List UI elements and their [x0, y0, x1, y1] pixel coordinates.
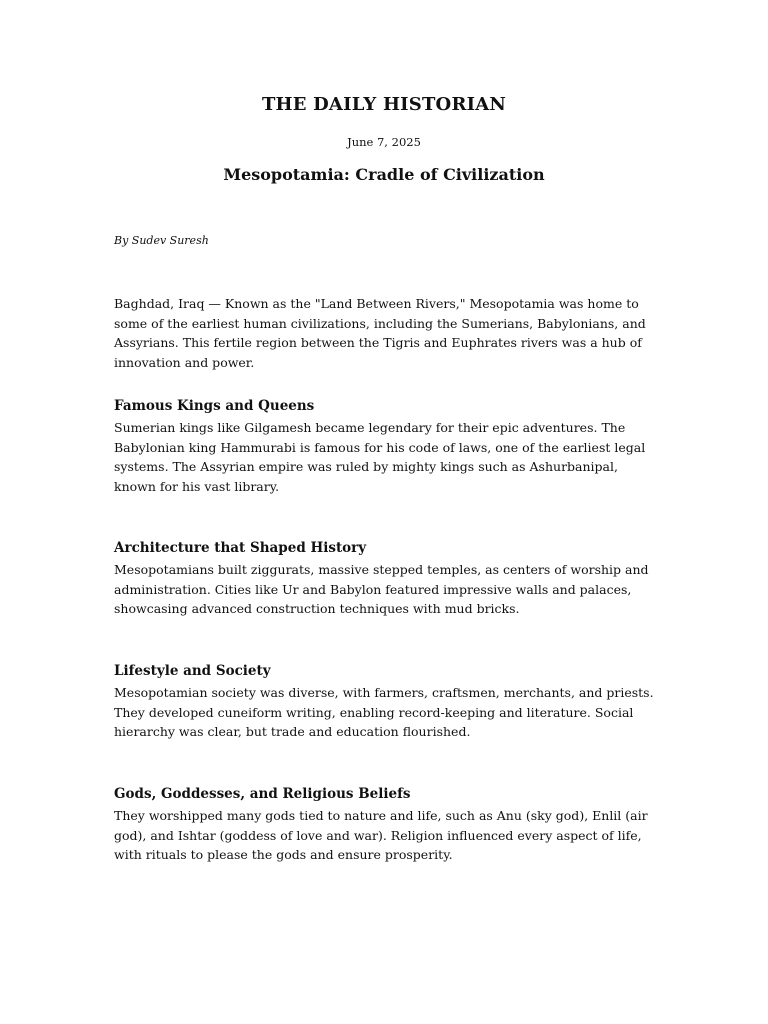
author-byline: By Sudev Suresh — [114, 234, 209, 247]
section-heading-lifestyle: Lifestyle and Society — [114, 663, 271, 679]
section-body-religion: They worshipped many gods tied to nature and life, such as Anu (sky god), Enlil (air god), and Ishtar (goddess of love and war). Religion influenced every aspect of life, with rituals to please the gods and ensure prosperity. — [114, 808, 648, 862]
publication-date: June 7, 2025 — [347, 135, 421, 149]
section-body-architecture: Mesopotamians built ziggurats, massive stepped temples, as centers of worship and administration. Cities like Ur and Babylon featured impressive walls and palaces, showcasing advanced construction techniques with mud bricks. — [114, 562, 649, 616]
article-headline: Mesopotamia: Cradle of Civilization — [223, 165, 545, 184]
section-body-lifestyle: Mesopotamian society was diverse, with farmers, craftsmen, merchants, and priests. They developed cuneiform writing, enabling record-keeping and literature. Social hierarchy was clear, but trade and education flourished. — [114, 685, 654, 739]
intro-paragraph: Baghdad, Iraq — Known as the "Land Between Rivers," Mesopotamia was home to some of the earliest human civilizations, including the Sumerians, Babylonians, and Assyrians. This fertile region between the Tigris and Euphrates rivers was a hub of innovation and power. — [114, 296, 646, 370]
section-body-kings: Sumerian kings like Gilgamesh became legendary for their epic adventures. The Babylonian king Hammurabi is famous for his code of laws, one of the earliest legal systems. The Assyrian empire was ruled by mighty kings such as Ashurbanipal, known for his vast library. — [114, 420, 646, 494]
masthead-title: THE DAILY HISTORIAN — [261, 94, 507, 115]
section-heading-architecture: Architecture that Shaped History — [114, 540, 367, 556]
section-heading-kings: Famous Kings and Queens — [114, 398, 315, 414]
section-heading-religion: Gods, Goddesses, and Religious Beliefs — [114, 786, 411, 802]
